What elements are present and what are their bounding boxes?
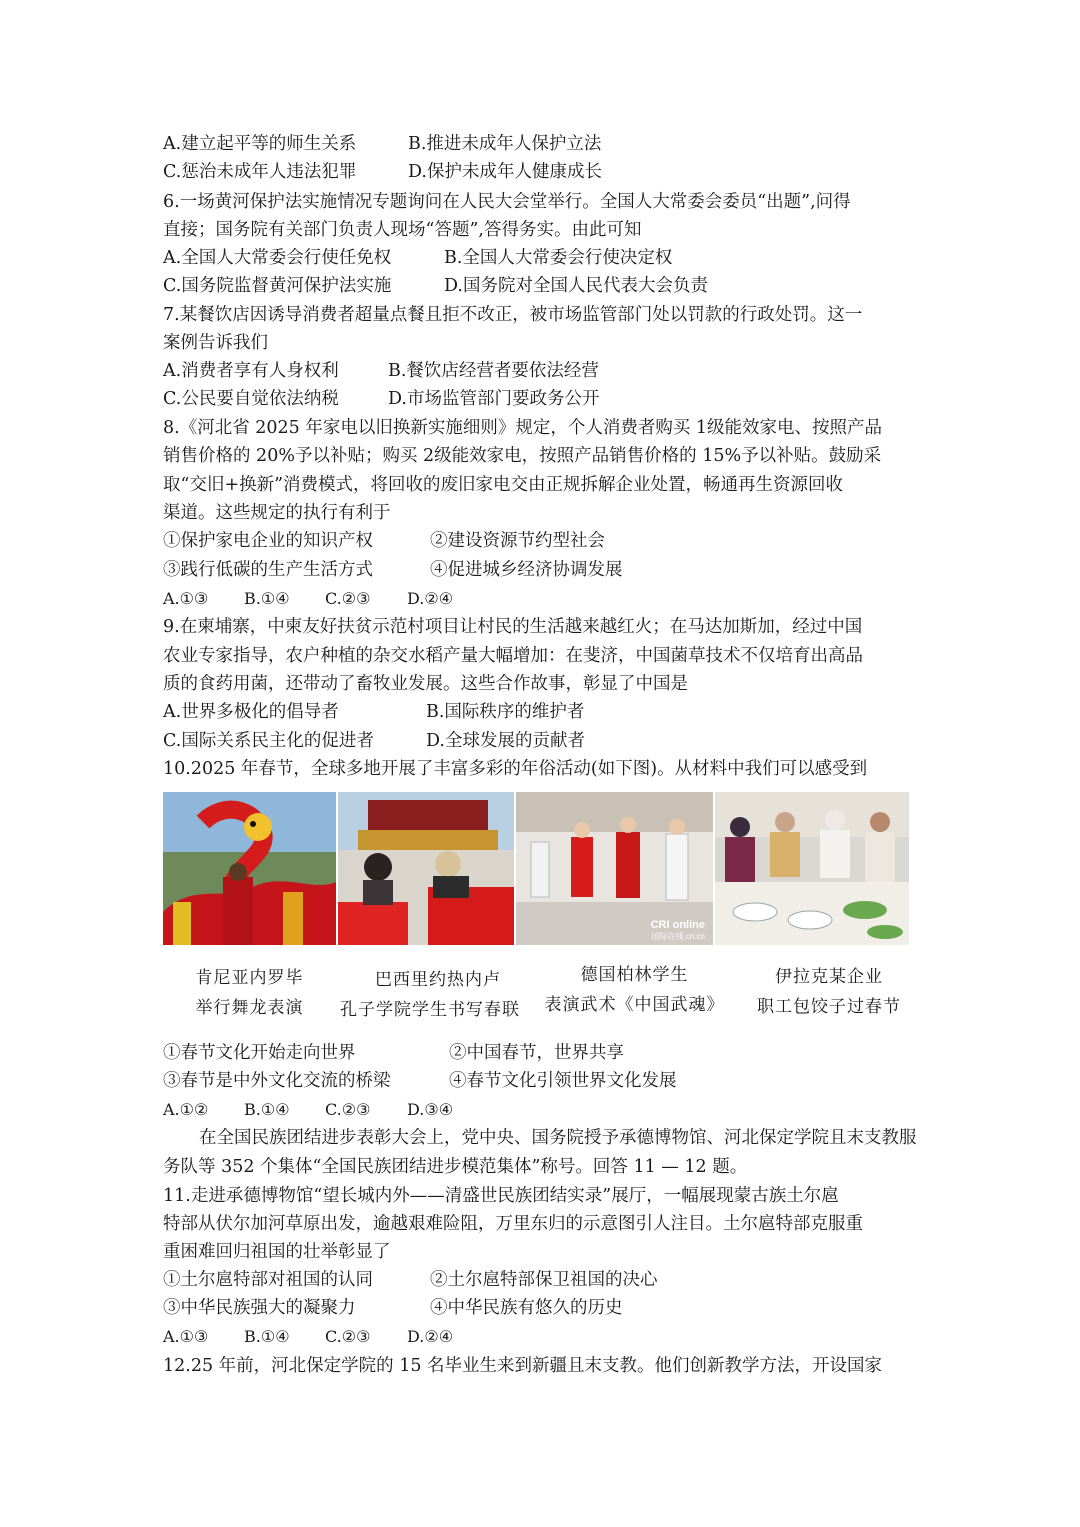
q5-option-b: B.推进未成年人保护立法	[408, 134, 602, 154]
photo-dragon-dance	[163, 792, 336, 945]
q11-item-2: ②土尔扈特部保卫祖国的决心	[430, 1270, 658, 1290]
q9-option-d: D.全球发展的贡献者	[426, 731, 585, 751]
caption-1-line-2: 举行舞龙表演	[195, 998, 304, 1018]
q10-option-d: D.③④	[407, 1100, 454, 1119]
q6-stem-line-1: 6.一场黄河保护法实施情况专题询问在人民大会堂举行。全国人大常委会委员“出题”,问得	[163, 192, 851, 212]
q10-stem: 10.2025 年春节，全球多地开展了丰富多彩的年俗活动(如下图)。从材料中我们可以感受到	[163, 759, 868, 779]
q11-stem-line-2: 特部从伏尔加河草原出发，逾越艰难险阻，万里东归的示意图引人注目。土尔扈特部克服重	[163, 1214, 863, 1234]
caption-4-line-1: 伊拉克某企业	[775, 967, 883, 987]
q7-option-c: C.公民要自觉依法纳税	[163, 389, 339, 409]
q7-option-d: D.市场监管部门要政务公开	[388, 389, 600, 409]
q8-option-d: D.②④	[407, 589, 454, 608]
q8-stem-line-2: 销售价格的 20%予以补贴；购买 2级能效家电，按照产品销售价格的 15%予以补贴。鼓励采	[163, 446, 882, 466]
cri-watermark-sub: 国际在线 cri.cn	[651, 932, 705, 941]
q11-stem-line-1: 11.走进承德博物馆“望长城内外——清盛世民族团结实录”展厅，一幅展现蒙古族土尔扈	[163, 1186, 839, 1206]
q12-stem-line-1: 12.25 年前，河北保定学院的 15 名毕业生来到新疆且末支教。他们创新教学方法，开设国家	[163, 1356, 883, 1376]
q9-stem-line-2: 农业专家指导，农户种植的杂交水稻产量大幅增加：在斐济，中国菌草技术不仅培育出高品	[163, 646, 863, 666]
cri-watermark: CRI online	[650, 919, 705, 931]
q8-stem-line-1: 8.《河北省 2025 年家电以旧换新实施细则》规定，个人消费者购买 1级能效家电、按照产品	[163, 418, 883, 438]
q11-option-a: A.①③	[163, 1327, 209, 1346]
q9-option-c: C.国际关系民主化的促进者	[163, 731, 374, 751]
q10-item-2: ②中国春节，世界共享	[449, 1043, 624, 1063]
q11-stem-line-3: 重困难回归祖国的壮举彰显了	[163, 1242, 391, 1262]
caption-3-line-2: 表演武术《中国武魂》	[544, 995, 725, 1015]
q10-option-a: A.①②	[163, 1100, 209, 1119]
q7-stem-line-1: 7.某餐饮店因诱导消费者超量点餐且拒不改正，被市场监管部门处以罚款的行政处罚。这一	[163, 305, 863, 325]
q11-item-4: ④中华民族有悠久的历史	[430, 1298, 623, 1318]
q6-option-c: C.国务院监督黄河保护法实施	[163, 276, 392, 296]
q8-item-4: ④促进城乡经济协调发展	[430, 560, 623, 580]
q8-item-2: ②建设资源节约型社会	[430, 531, 605, 551]
q8-stem-line-3: 取“交旧+换新”消费模式，将回收的废旧家电交由正规拆解企业处置，畅通再生资源回收	[163, 475, 844, 495]
photo-spring-couplets	[338, 792, 514, 945]
q10-item-1: ①春节文化开始走向世界	[163, 1043, 356, 1063]
q5-option-c: C.惩治未成年人违法犯罪	[163, 162, 357, 182]
q5-option-d: D.保护未成年人健康成长	[408, 162, 602, 182]
caption-2-line-1: 巴西里约热内卢	[375, 970, 501, 990]
q8-item-3: ③践行低碳的生产生活方式	[163, 560, 373, 580]
caption-1-line-1: 肯尼亚内罗毕	[195, 968, 304, 988]
caption-2-line-2: 孔子学院学生书写春联	[340, 1000, 520, 1020]
q11-item-1: ①土尔扈特部对祖国的认同	[163, 1270, 373, 1290]
q9-stem-line-1: 9.在柬埔寨，中柬友好扶贫示范村项目让村民的生活越来越红火；在马达加斯加，经过中国	[163, 617, 863, 637]
q5-option-a: A.建立起平等的师生关系	[163, 134, 357, 154]
q6-stem-line-2: 直接；国务院有关部门负责人现场“答题”,答得务实。由此可知	[163, 220, 642, 240]
q8-option-a: A.①③	[163, 589, 209, 608]
q11-option-d: D.②④	[407, 1327, 454, 1346]
q8-stem-line-4: 渠道。这些规定的执行有利于	[163, 503, 391, 523]
q6-option-d: D.国务院对全国人民代表大会负责	[444, 276, 708, 296]
q11-option-c: C.②③	[325, 1327, 371, 1346]
q6-option-a: A.全国人大常委会行使任免权	[163, 248, 392, 268]
photo-martial-arts	[516, 792, 713, 945]
q11-item-3: ③中华民族强大的凝聚力	[163, 1298, 356, 1318]
q10-option-c: C.②③	[325, 1100, 371, 1119]
photo-dumplings	[715, 792, 909, 945]
q11-option-b: B.①④	[244, 1327, 290, 1346]
q6-option-b: B.全国人大常委会行使决定权	[444, 248, 673, 268]
q9-option-a: A.世界多极化的倡导者	[163, 702, 339, 722]
section-intro: 在全国民族团结进步表彰大会上，党中央、国务院授予承德博物馆、河北保定学院且末支教服务队等 352 个集体“全国民族团结进步模范集体”称号。回答 11 — 12 题。	[163, 1128, 917, 1177]
q7-option-a: A.消费者享有人身权利	[163, 361, 339, 381]
q10-option-b: B.①④	[244, 1100, 290, 1119]
q7-option-b: B.餐饮店经营者要依法经营	[388, 361, 599, 381]
q10-item-4: ④春节文化引领世界文化发展	[449, 1071, 677, 1091]
q9-option-b: B.国际秩序的维护者	[426, 702, 585, 722]
q10-item-3: ③春节是中外文化交流的桥梁	[163, 1071, 391, 1091]
q7-stem-line-2: 案例告诉我们	[163, 333, 268, 353]
q8-option-c: C.②③	[325, 589, 371, 608]
q8-item-1: ①保护家电企业的知识产权	[163, 531, 373, 551]
q8-option-b: B.①④	[244, 589, 290, 608]
q9-stem-line-3: 质的食药用菌，还带动了畜牧业发展。这些合作故事，彰显了中国是	[163, 674, 688, 694]
caption-4-line-2: 职工包饺子过春节	[757, 997, 901, 1017]
caption-3-line-1: 德国柏林学生	[580, 965, 689, 985]
